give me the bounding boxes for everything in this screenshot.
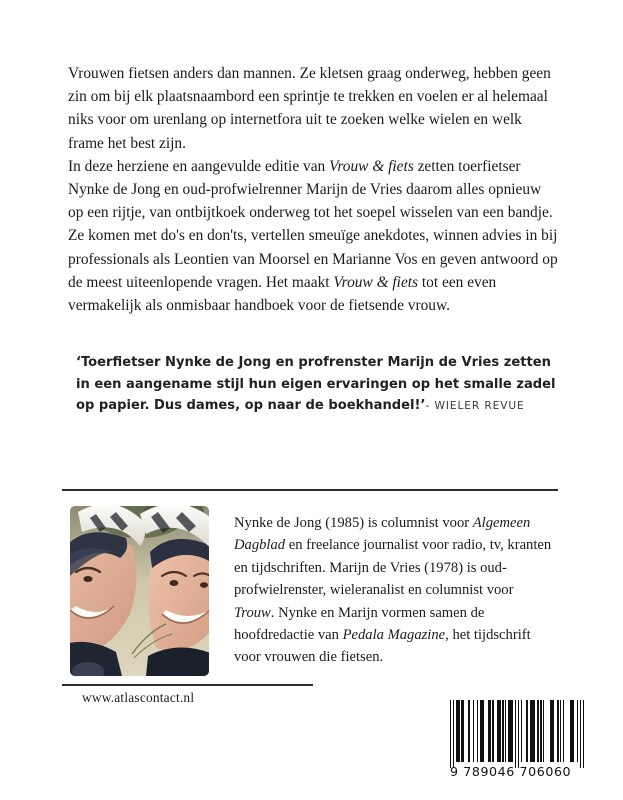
author-bio [234,512,554,669]
review-quote-attribution: - WIELER REVUE [425,400,525,413]
bio-text-b: en freelance journalist voor radio, tv, kranten en tijdschriften. Marijn de Vries (1978) is oud-profwielrenster, wieleranalist en columnist voor [234,537,552,599]
author-bio-paragraph [234,512,554,669]
blurb-p1-text: Vrouwen fietsen anders dan mannen. Ze kletsen graag onderweg, hebben geen zin om bij elk plaatsnaambord een sprintje te trekken en voelen er al helemaal niks voor om urenlang op internetfora uit te zoeken welke wielen en welk frame het best zijn. [68,65,551,152]
bio-text-a: Nynke de Jong (1985) is columnist voor [234,515,473,531]
publisher-url[interactable]: www.atlascontact.nl [82,690,195,705]
author-photo [70,506,209,676]
blurb-p2-text-c: tot een even vermakelijk als onmisbaar handboek voor de fietsende vrouw. [68,273,497,315]
bio-text-d: , het tijdschrift voor vrouwen die fietsen. [234,627,531,666]
book-title-italic-2: Vrouw & fiets [333,273,419,291]
blurb-p2-text-b: zetten toerfietser Nynke de Jong en oud-profwielrenner Marijn de Vries daarom alles opnieuw op een rijtje, van ontbijtkoek onderweg tot het soepel wisselen van een bandje. Ze komen met do's en don'ts, vertellen smeuïge anekdotes, winnen advies in bij professionals als Leontien van Moorsel en Marianne Vos en geven antwoord op de meest uiteenlopende vragen. Het maakt [68,157,558,291]
blurb-paragraph-2 [68,155,560,317]
blurb-paragraph-1 [68,62,560,155]
book-title-italic-1: Vrouw & fiets [329,157,414,175]
blurb-p2-text-a: In deze herziene en aangevulde editie van [68,157,330,175]
review-quote-text: ‘Toerfietser Nynke de Jong en profrenster Marijn de Vries zetten in een aangename stijl hun eigen ervaringen op het smalle zadel op papier. Dus dames, op naar de boekhandel!’ [76,355,556,414]
barcode-bars [450,700,584,768]
author-photo-image [70,506,209,676]
isbn-barcode [450,700,584,790]
publication-title-trouw: Trouw [234,604,271,621]
barcode-digits: 9 789046 706060 [450,764,572,779]
bio-text-c: . Nynke en Marijn vormen samen de hoofdredactie van [234,604,485,644]
review-quote-block [76,352,556,418]
publication-title-algemeen-dagblad: Algemeen Dagblad [234,515,531,554]
publication-title-pedala-magazine: Pedala Magazine [342,627,446,644]
section-divider-bottom [62,684,313,686]
section-divider-top [62,489,558,491]
blurb-text [68,62,560,317]
